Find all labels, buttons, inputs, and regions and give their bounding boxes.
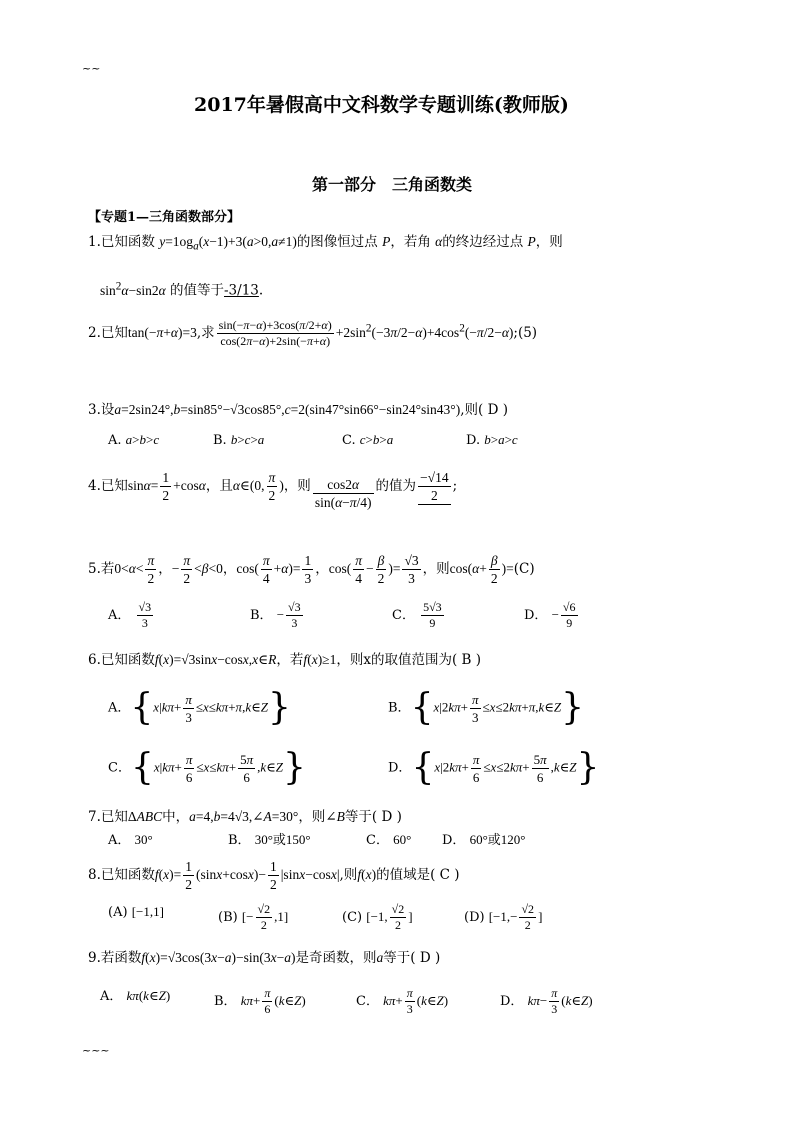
question-9: 9.若函数f(x)=√3cos(3x−a)−sin(3x−a)是奇函数，则a等于( D ) xyxy=(88,950,441,966)
q9-option-d: D． kπ− $\frac{\pi}{3}$ (k∈Z) xyxy=(500,986,593,1016)
question-2: 2.已知tan(−π+α)=3,求 $\frac{\sin(-\pi-\alpha)+3\cos(\pi/2+\alpha)}{\cos(2\pi-\alpha)+2\sin(-\pi+\alpha)}$ $+2\sin^2(-3\pi/2-\alpha)+4\cos^2(-\pi/2-\alpha);(5)$ xyxy=(88,318,538,348)
question-7: 7.已知ΔABC中，a=4,b=4√3,∠A=30°，则∠B等于( D ) xyxy=(88,809,402,825)
answer: D xyxy=(381,809,393,825)
q6-option-c: C．{x|kπ+ $\frac{\pi}{6}$ ≤x≤kπ+ $\frac{5\pi}{6}$ ,k∈Z} xyxy=(108,747,306,788)
q5-option-b: B． − $\frac{√3}{3}$ xyxy=(250,600,301,630)
q3-option-b: B. b>c>a xyxy=(213,432,265,448)
q9-option-c: C． kπ+ $\frac{\pi}{3}$ (k∈Z) xyxy=(356,986,449,1016)
q7-option-a: A． 30° xyxy=(108,832,153,848)
part-heading: 第一部分 三角函数类 xyxy=(312,175,473,194)
footer-mark: ~~~ xyxy=(82,1044,110,1057)
q3-option-a: A. a>b>c xyxy=(108,432,160,448)
answer: (C) xyxy=(513,561,535,577)
q3-option-d: D. b>a>c xyxy=(466,432,518,448)
q8-option-a: (A) [−1,1] xyxy=(108,904,164,920)
question-1-line-2: $\sin^2\alpha-\sin 2\alpha$ 的值等于-3/13. xyxy=(100,280,264,299)
q9-option-a: A． kπ(k∈Z) xyxy=(100,988,171,1004)
question-4: 4.已知sinα= $\frac{1}{2}$ +cosα，且α∈(0, $\frac{\pi}{2}$ )，则 $\frac{\cos 2\alpha}{\sin(\alpha-\pi/4)}$ 的值为 $\frac{-√14}{2}$ ; xyxy=(88,469,458,510)
q7-option-b: B． 30°或150° xyxy=(228,832,311,848)
document-title: 2017年暑假高中文科数学专题训练(教师版) xyxy=(194,94,569,116)
q8-option-c: (C) [−1, $\frac{√2}{2}$ ] xyxy=(342,902,413,932)
q8-option-d: (D) [−1,− $\frac{√2}{2}$ ] xyxy=(464,902,543,932)
q5-option-d: D． − $\frac{√6}{9}$ xyxy=(524,600,576,630)
topic-heading: 【专题1—三角函数部分】 xyxy=(88,210,241,225)
answer: D xyxy=(487,402,499,418)
q9-option-b: B． kπ+ $\frac{\pi}{6}$ (k∈Z) xyxy=(214,986,306,1016)
question-5: 5.若0<α< $\frac{\pi}{2}$ ，− $\frac{\pi}{2}$ <β<0，cos( $\frac{\pi}{4}$ +α)= $\frac{1}{3}$ ，cos( $\frac{\pi}{4}$ − $\frac{\beta}{2}$ )= $\frac{√3}{3}$ ，则cos(α+ $\frac{\beta}{2}$ )=(C) xyxy=(88,553,535,586)
q7-option-c: C． 60° xyxy=(366,832,412,848)
q6-option-b: B．{x|2kπ+ $\frac{\pi}{3}$ ≤x≤2kπ+π,k∈Z} xyxy=(388,687,585,728)
answer: ;(5) xyxy=(513,325,538,341)
q6-option-a: A．{x|kπ+ $\frac{\pi}{3}$ ≤x≤kπ+π,k∈Z} xyxy=(108,687,291,728)
q5-option-c: C． $\frac{5√3}{9}$ xyxy=(392,600,442,630)
question-3: 3.设a=2sin24°,b=sin85°−√3cos85°,c=2(sin47°sin66°−sin24°sin43°),则( D ) xyxy=(88,402,508,418)
answer: -3/13 xyxy=(224,282,259,299)
answer: D xyxy=(419,950,431,966)
question-8: 8.已知函数f(x)= $\frac{1}{2}$ (sinx+cosx)− $\frac{1}{2}$ |sinx−cosx|,则f(x)的值域是( C ) xyxy=(88,859,460,892)
q6-option-d: D．{x|2kπ+ $\frac{\pi}{6}$ ≤x≤2kπ+ $\frac{5\pi}{6}$ ,k∈Z} xyxy=(388,747,600,788)
answer: C xyxy=(439,867,450,883)
q7-option-d: D． 60°或120° xyxy=(442,832,526,848)
q5-option-a: A． $\frac{√3}{3}$ xyxy=(108,600,152,630)
q3-option-c: C. c>b>a xyxy=(342,432,394,448)
question-1: 1.已知函数 $y=1og_a(x-1)+3(a>0,a\ne 1)$的图像恒过点 P，若角 α的终边经过点 P，则 xyxy=(88,234,563,253)
q8-option-b: (B) [− $\frac{√2}{2}$ ,1] xyxy=(218,902,289,932)
question-6: 6.已知函数f(x)=√3sinx−cosx,x∈R，若f(x)≥1，则x的取值范围为( B ) xyxy=(88,652,482,668)
answer: B xyxy=(461,652,472,668)
header-mark: ~~ xyxy=(82,62,101,75)
